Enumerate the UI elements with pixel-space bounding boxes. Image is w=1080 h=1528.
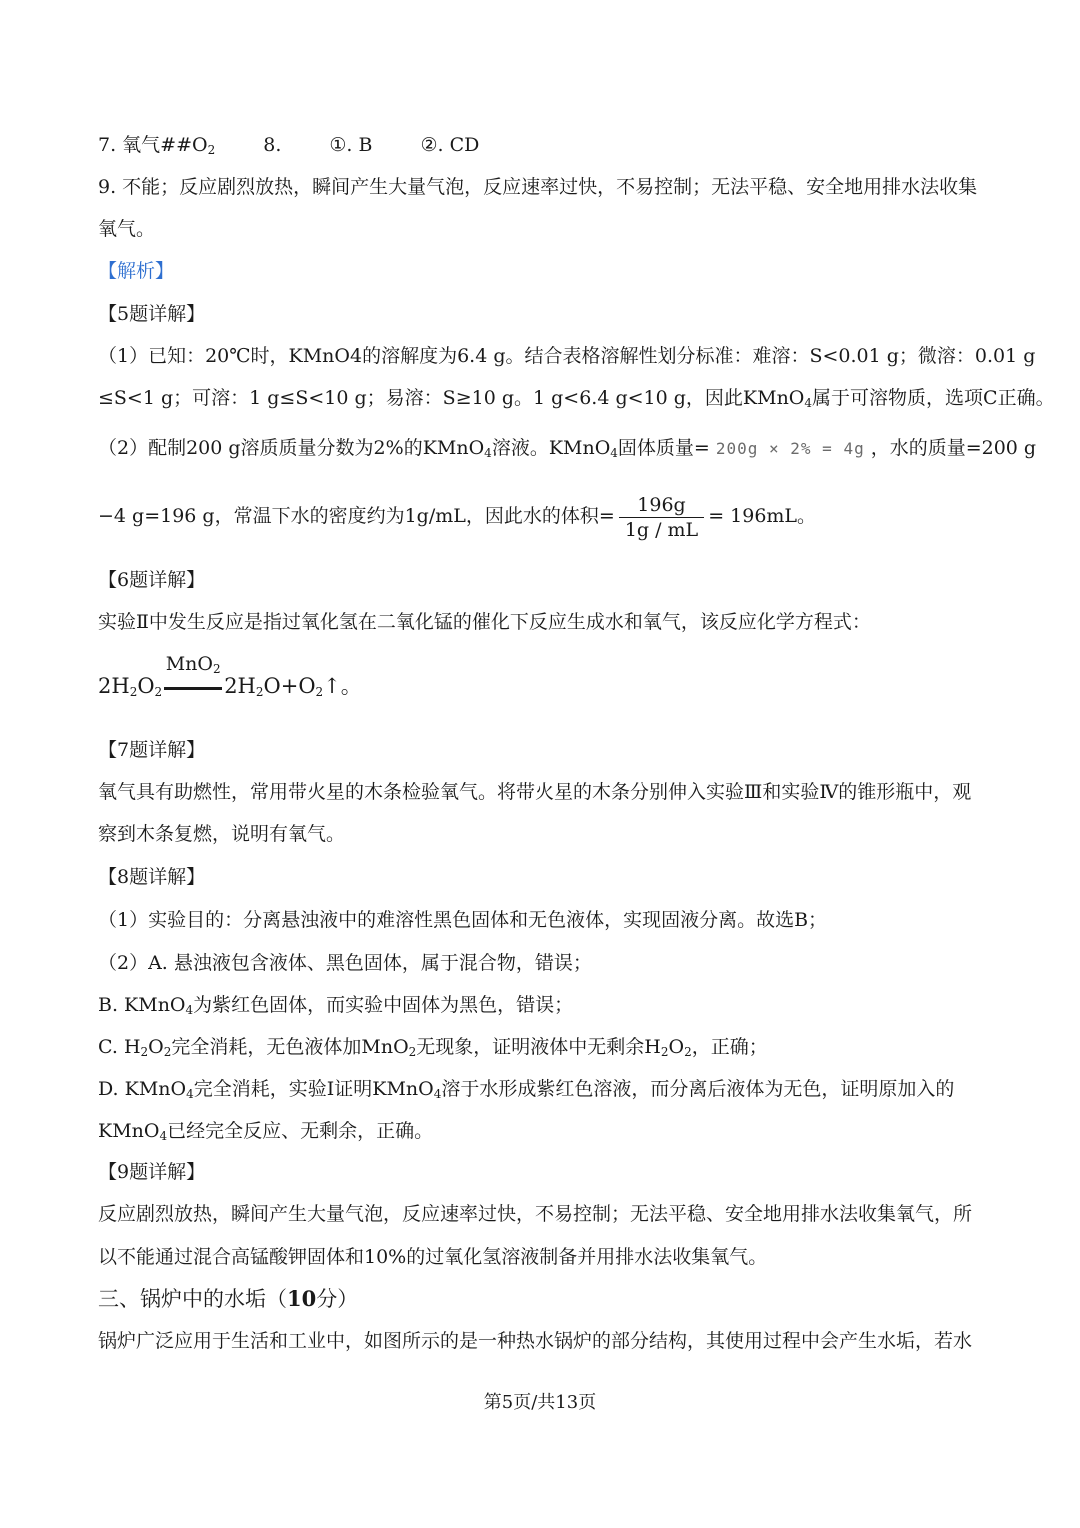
q9-heading: 【9题详解】 bbox=[98, 1161, 206, 1183]
q7-line-1: 氧气具有助燃性，常用带火星的木条检验氧气。将带火星的木条分别伸入实验Ⅲ和实验Ⅳ的锥形瓶中，观 bbox=[98, 781, 972, 803]
q5-p2-line-1: （2）配制200 g溶质质量分数为2%的KMnO$_4$溶液。KMnO$_4$固体质量= 200g × 2% = 4g ，水的质量=200 g bbox=[98, 437, 1037, 460]
q5-p2-line-2: −4 g=196 g，常温下水的密度约为1g/mL，因此水的体积= $\frac{196g}{1g / mL}$ = 196mL。 bbox=[98, 493, 817, 541]
mass-calculation: 200g × 2% = 4g bbox=[715, 439, 865, 458]
chemical-equation: $2H_2O_2$ MnO$_2$ $2H_2O+O_2↑$。 bbox=[98, 653, 362, 699]
catalyst-arrow: MnO$_2$ bbox=[162, 672, 224, 700]
answer-8-a: ①. B bbox=[329, 134, 373, 156]
q8-line-6: KMnO$_4$已经完全反应、无剩余，正确。 bbox=[98, 1120, 434, 1143]
q5-heading: 【5题详解】 bbox=[98, 303, 206, 325]
volume-fraction: $\frac{196g}{1g / mL}$ bbox=[619, 493, 704, 542]
volume-result: = 196mL bbox=[708, 505, 798, 527]
q9-line-1: 反应剧烈放热，瞬间产生大量气泡，反应速率过快，不易控制；无法平稳、安全地用排水法收集氧气，所 bbox=[98, 1203, 973, 1225]
answer-9-line-1: 9. 不能；反应剧烈放热，瞬间产生大量气泡，反应速率过快，不易控制；无法平稳、安全地用排水法收集 bbox=[98, 176, 978, 198]
q8-line-1: （1）实验目的：分离悬浊液中的难溶性黑色固体和无色液体，实现固液分离。故选B； bbox=[98, 909, 828, 931]
q9-line-2: 以不能通过混合高锰酸钾固体和10%的过氧化氢溶液制备并用排水法收集氧气。 bbox=[98, 1246, 768, 1268]
q8-line-3: B. KMnO$_4$为紫红色固体，而实验中固体为黑色，错误； bbox=[98, 994, 574, 1017]
section-3-line-1: 锅炉广泛应用于生活和工业中，如图所示的是一种热水锅炉的部分结构，其使用过程中会产生水垢，若水 bbox=[98, 1330, 973, 1352]
q7-heading: 【7题详解】 bbox=[98, 739, 206, 761]
answer-8-label: 8. bbox=[263, 134, 282, 156]
answer-9-line-2: 氧气。 bbox=[98, 218, 156, 240]
q7-line-2: 察到木条复燃，说明有氧气。 bbox=[98, 823, 346, 845]
q8-line-5: D. KMnO$_4$完全消耗，实验Ⅰ证明KMnO$_4$溶于水形成紫红色溶液，而分离后液体为无色，证明原加入的 bbox=[98, 1078, 955, 1101]
section-3-title: 三、锅炉中的水垢（10分） bbox=[98, 1286, 359, 1311]
answer-8-b: ②. CD bbox=[420, 134, 480, 156]
q5-p1-line-1: （1）已知：20℃时，KMnO4的溶解度为6.4 g。结合表格溶解性划分标准：难溶：S<0.01 g；微溶：0.01 g bbox=[98, 345, 1036, 367]
q8-line-2: （2）A. 悬浊液包含液体、黑色固体，属于混合物，错误； bbox=[98, 952, 592, 974]
answer-line-7-8: 7. 氧气$\#\#O_2$ 8. ①. B ②. CD bbox=[98, 134, 480, 157]
answer-7: 7. 氧气##O bbox=[98, 134, 208, 156]
q5-p1-line-2: ≤S<1 g；可溶：1 g≤S<10 g；易溶：S≥10 g。1 g<6.4 g<10 g，因此KMnO$_4$属于可溶物质，选项C正确。 bbox=[98, 387, 1055, 410]
page-footer: 第5页/共13页 bbox=[483, 1392, 597, 1413]
q8-heading: 【8题详解】 bbox=[98, 866, 206, 888]
q6-heading: 【6题详解】 bbox=[98, 569, 206, 591]
analysis-label: 【解析】 bbox=[98, 260, 175, 282]
q6-text: 实验Ⅱ中发生反应是指过氧化氢在二氧化锰的催化下反应生成水和氧气，该反应化学方程式： bbox=[98, 611, 871, 633]
q8-line-4: C. $H_2O_2$完全消耗，无色液体加MnO$_2$无现象，证明液体中无剩余$H_2O_2$，正确； bbox=[98, 1036, 768, 1059]
